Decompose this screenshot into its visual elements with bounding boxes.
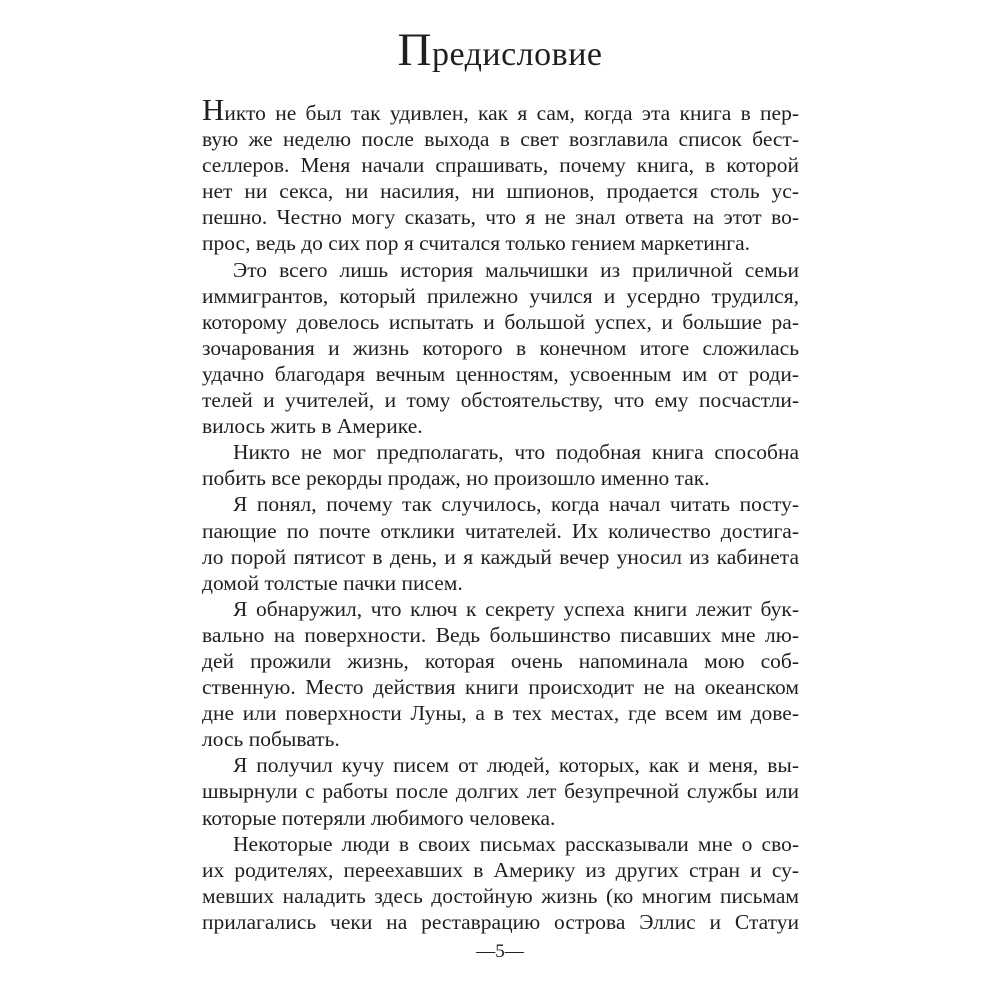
text-line: пающие по почте отклики читателей. Их количество достига- <box>202 518 799 543</box>
text-line: зочарования и жизнь которого в конечном итоге сложилась <box>202 335 799 360</box>
text-line: которому довелось испытать и большой успех, и большие ра- <box>202 309 799 334</box>
text-line: швырнули с работы после долгих лет безупречной службы или <box>202 779 799 804</box>
text-line: лось побывать. <box>202 727 340 752</box>
text-line: иммигрантов, который прилежно учился и усердно трудился, <box>202 283 799 308</box>
text-line: Я получил кучу писем от людей, которых, как и меня, вы- <box>233 753 799 778</box>
text-line: Я понял, почему так случилось, когда начал читать посту- <box>233 492 799 517</box>
text-line: Некоторые люди в своих письмах рассказывали мне о сво- <box>233 831 799 856</box>
text-line: Это всего лишь история мальчишки из приличной семьи <box>233 257 799 282</box>
text-line: мевших наладить здесь достойную жизнь (ко многим письмам <box>202 883 799 908</box>
text-line: их родителях, переехавших в Америку из других стран и су- <box>202 857 799 882</box>
text-line: Никто не мог предполагать, что подобная книга способна <box>233 440 799 465</box>
text-line: нет ни секса, ни насилия, ни шпионов, продается столь ус- <box>202 179 799 204</box>
text-line: которые потеряли любимого человека. <box>202 805 556 830</box>
text-line: вилось жить в Америке. <box>202 414 423 439</box>
text-line: прилагались чеки на реставрацию острова Эллис и Статуи <box>202 909 799 934</box>
page-number: —5— <box>476 941 524 962</box>
chapter-title <box>0 24 1000 81</box>
paragraph <box>202 831 799 935</box>
text-line: дей прожили жизнь, которая очень напоминала мою соб- <box>202 648 799 673</box>
text-line: телей и учителей, и тому обстоятельству, что ему посчастли- <box>202 388 799 413</box>
paragraph <box>202 439 799 491</box>
text-line: удачно благодаря вечным ценностям, усвоенным им от роди- <box>202 361 799 386</box>
paragraph <box>202 596 799 753</box>
paragraph <box>202 491 799 595</box>
paragraph <box>202 257 799 440</box>
text-line: селлеров. Меня начали спрашивать, почему книга, в которой <box>202 153 799 178</box>
paragraph <box>202 92 799 257</box>
text-line: вально на поверхности. Ведь большинство писавших мне лю- <box>202 622 799 647</box>
text-line: Никто не был так удивлен, как я сам, когда эта книга в пер- <box>202 92 799 127</box>
paragraph <box>202 752 799 830</box>
raised-cap: Н <box>202 92 225 127</box>
text-line: домой толстые пачки писем. <box>202 570 463 595</box>
text-line: побить все рекорды продаж, но произошло именно так. <box>202 466 710 491</box>
chapter-title-initial: П <box>397 24 432 76</box>
text-line: ло порой пятисот в день, и я каждый вечер уносил из кабинета <box>202 544 799 569</box>
text-line: дне или поверхности Луны, а в тех местах, где всем им дове- <box>202 701 799 726</box>
body-text <box>202 92 799 935</box>
text-line: Я обнаружил, что ключ к секрету успеха книги лежит бук- <box>233 596 799 621</box>
chapter-title-rest: редисловие <box>431 36 603 73</box>
text-line: вую же неделю после выхода в свет возглавила список бест- <box>202 127 799 152</box>
text-line: пешно. Честно могу сказать, что я не знал ответа на этот во- <box>202 205 799 230</box>
text-line: ственную. Место действия книги происходит не на океанском <box>202 675 799 700</box>
text-line: прос, ведь до сих пор я считался только гением маркетинга. <box>202 231 751 256</box>
